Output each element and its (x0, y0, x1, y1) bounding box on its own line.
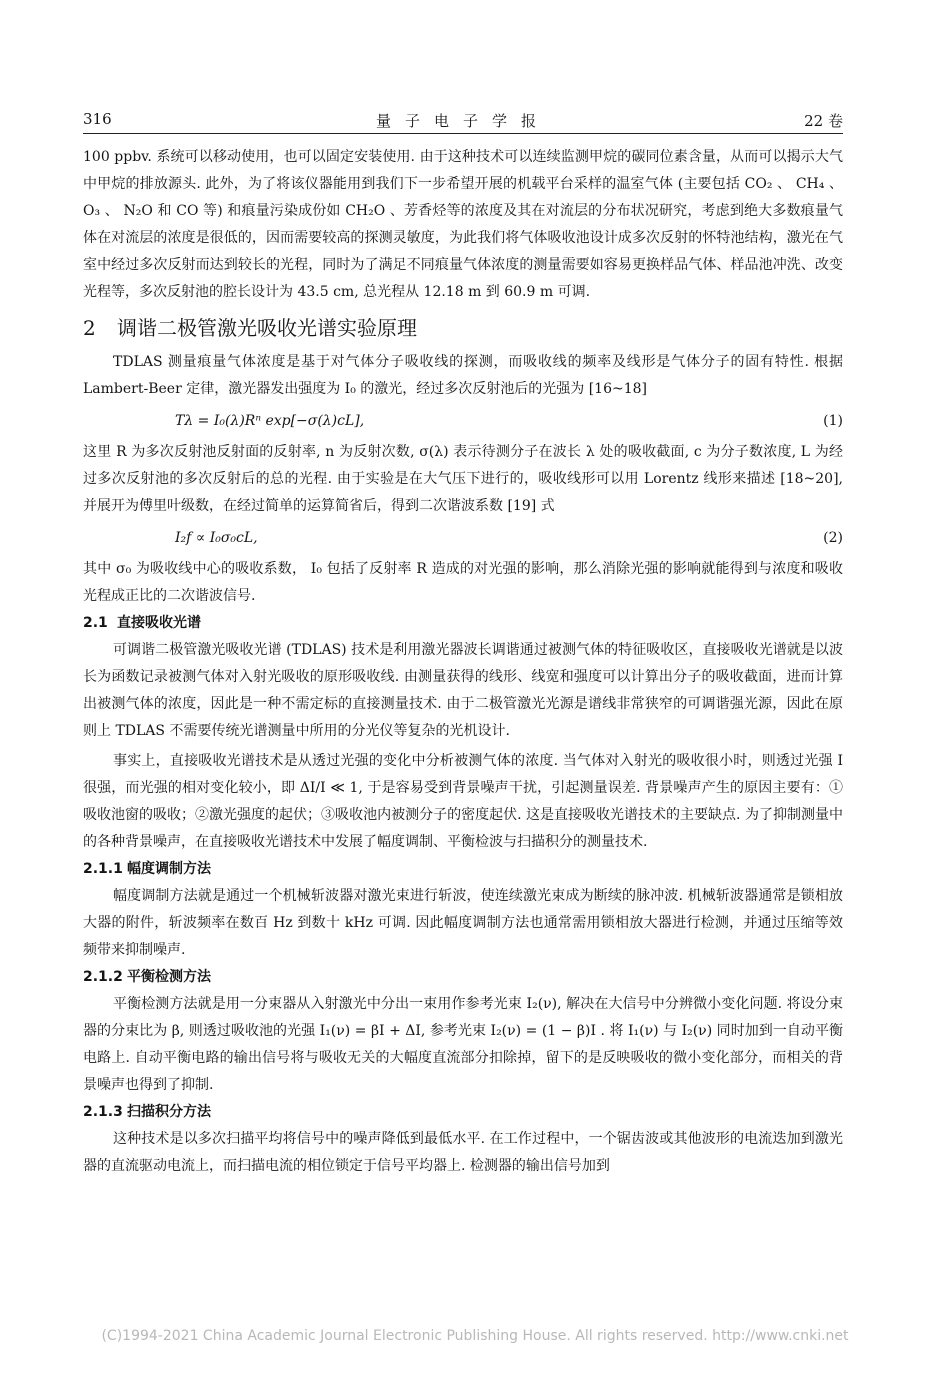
equation-2 (83, 520, 843, 556)
section-number: 2.1.1 (83, 861, 123, 877)
paragraph-sec2-2: 这里 R 为多次反射池反射面的反射率, n 为反射次数, σ(λ) 表示待测分子在波长 λ 处的吸收截面, c 为分子数浓度, L 为经过多次反射池的多次反射后的总的光程. 由于实验是在大气压下进行的，吸收线形可以用 Lorentz 线形来描述 [18~20], 并展开为傅里叶级数，在经过简单的运算简省后，得到二次谐波系数 [19] 式 (83, 444, 843, 514)
volume-label: 22 卷 (804, 112, 843, 130)
section-number: 2 (83, 316, 96, 340)
section-heading-2-1 (83, 610, 843, 637)
section-heading-2-1-2 (83, 964, 843, 991)
article-body (83, 144, 843, 1180)
section-title: 平衡检测方法 (127, 969, 211, 985)
paragraph-intro: 100 ppbv. 系统可以移动使用，也可以固定安装使用. 由于这种技术可以连续监测甲烷的碳同位素含量，从而可以揭示大气中甲烷的排放源头. 此外，为了将该仪器能用到我们下一步希望开展的机载平台采样的温室气体 (主要包括 CO₂ 、 CH₄ 、 O₃ 、 N₂O 和 CO 等) 和痕量污染成份如 CH₂O 、芳香烃等的浓度及其在对流层的分布状况研究，考虑到绝大多数痕量气体在对流层的浓度是很低的，因而需要较高的探测灵敏度，为此我们将气体吸收池设计成多次反射的怀特池结构，激光在气室中经过多次反射而达到较长的光程，同时为了满足不同痕量气体浓度的测量需要如容易更换样品气体、样品池冲洗、改变光程等，多次反射池的腔长设计为 43.5 cm, 总光程从 12.18 m 到 60.9 m 可调. (83, 149, 843, 300)
equation-expression: I₂f ∝ I₀σ₀cL, (175, 530, 258, 546)
equation-number: (2) (823, 530, 843, 546)
section-title: 调谐二极管激光吸收光谱实验原理 (117, 316, 417, 340)
equation-1 (83, 403, 843, 439)
section-number: 2.1 (83, 615, 108, 631)
equation-expression: Tλ = I₀(λ)Rⁿ exp[−σ(λ)cL], (175, 413, 365, 429)
paragraph-sec2-3: 其中 σ₀ 为吸收线中心的吸收系数， I₀ 包括了反射率 R 造成的对光强的影响，那么消除光强的影响就能得到与浓度和吸收光程成正比的二次谐波信号. (83, 561, 843, 604)
section-heading-2-1-1 (83, 856, 843, 883)
section-title: 直接吸收光谱 (117, 615, 201, 631)
journal-title: 量子电子学报 (375, 112, 550, 130)
page-number: 316 (83, 110, 112, 128)
equation-number: (1) (823, 413, 843, 429)
section-heading-2-1-3 (83, 1099, 843, 1126)
running-header (83, 108, 843, 136)
paragraph-sec211-1: 幅度调制方法就是通过一个机械斩波器对激光束进行斩波，使连续激光束成为断续的脉冲波. 机械斩波器通常是锁相放大器的附件，斩波频率在数百 Hz 到数十 kHz 可调. 因此幅度调制方法也通常需用锁相放大器进行检测，并通过压缩等效频带来抑制噪声. (83, 888, 843, 958)
section-title: 扫描积分方法 (127, 1104, 211, 1120)
paragraph-sec21-1: 可调谐二极管激光吸收光谱 (TDLAS) 技术是利用激光器波长调谐通过被测气体的特征吸收区，直接吸收光谱就是以波长为函数记录被测气体对入射光吸收的原形吸收线. 由测量获得的线形、线宽和强度可以计算出分子的吸收截面，进而计算出被测气体的浓度，因此是一种不需定标的直接测量技术. 由于二极管激光光源是谱线非常狭窄的可调谐强光源，因此在原则上 TDLAS 不需要传统光谱测量中所用的分光仪等复杂的光机设计. (83, 642, 843, 739)
section-heading-2 (83, 315, 843, 341)
paragraph-sec212-1: 平衡检测方法就是用一分束器从入射激光中分出一束用作参考光束 I₂(ν), 解决在大信号中分辨微小变化问题. 将设分束器的分束比为 β, 则透过吸收池的光强 I₁(ν) = βI + ΔI, 参考光束 I₂(ν) = (1 − β)I . 将 I₁(ν) 与 I₂(ν) 同时加到一自动平衡电路上. 自动平衡电路的输出信号将与吸收无关的大幅度直流部分扣除掉，留下的是反映吸收的微小变化部分，而相关的背景噪声也得到了抑制. (83, 996, 843, 1093)
header-rule (83, 133, 843, 134)
paragraph-sec21-2: 事实上，直接吸收光谱技术是从透过光强的变化中分析被测气体的浓度. 当气体对入射光的吸收很小时，则透过光强 I 很强，而光强的相对变化较小，即 ΔI/I ≪ 1, 于是容易受到背景噪声干扰，引起测量误差. 背景噪声产生的原因主要有：①吸收池窗的吸收；②激光强度的起伏；③吸收池内被测分子的密度起伏. 这是直接吸收光谱技术的主要缺点. 为了抑制测量中的各种背景噪声，在直接吸收光谱技术中发展了幅度调制、平衡检波与扫描积分的测量技术. (83, 753, 843, 850)
section-number: 2.1.2 (83, 969, 123, 985)
section-title: 幅度调制方法 (127, 861, 211, 877)
paragraph-sec2-1: TDLAS 测量痕量气体浓度是基于对气体分子吸收线的探测，而吸收线的频率及线形是气体分子的固有特性. 根据 Lambert-Beer 定律，激光器发出强度为 I₀ 的激光，经过多次反射池后的光强为 [16~18] (83, 354, 843, 397)
paragraph-sec213-1: 这种技术是以多次扫描平均将信号中的噪声降低到最低水平. 在工作过程中，一个锯齿波或其他波形的电流迭加到激光器的直流驱动电流上，而扫描电流的相位锁定于信号平均器上. 检测器的输出信号加到 (83, 1131, 843, 1174)
copyright-footer: (C)1994-2021 China Academic Journal Electronic Publishing House. All rights reserved. http://www.cnki.net (101, 1328, 849, 1344)
section-number: 2.1.3 (83, 1104, 123, 1120)
